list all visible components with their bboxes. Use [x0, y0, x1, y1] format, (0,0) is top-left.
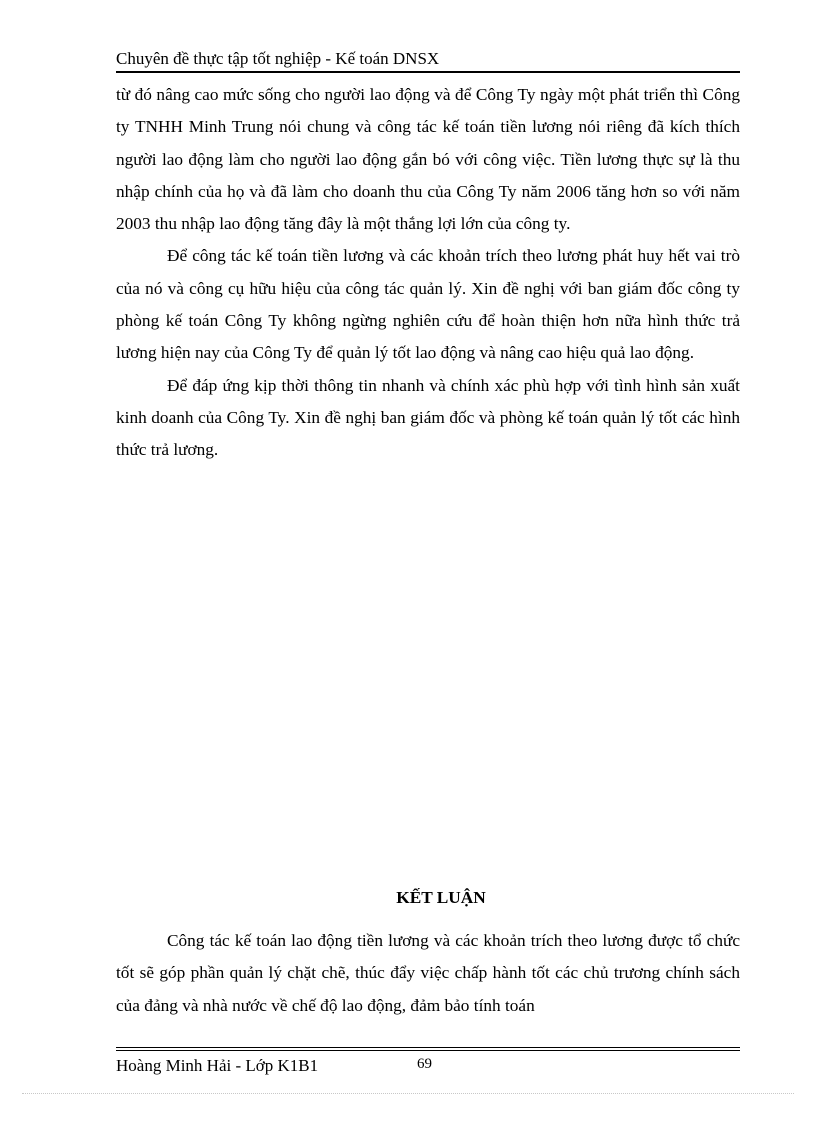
footer-author: Hoàng Minh Hải - Lớp K1B1 — [116, 1056, 319, 1075]
conclusion-paragraph: Công tác kế toán lao động tiền lương và các khoản trích theo lương được tổ chức tốt sẽ góp phần quản lý chặt chẽ, thúc đẩy việc chấp hành tốt các chủ trương chính sách của đảng và nhà nước về chế độ lao động, đảm bảo tính toán — [116, 931, 740, 1015]
body-text — [116, 79, 740, 467]
conclusion-heading: KẾT LUẬN — [396, 888, 486, 907]
page-number: 69 — [417, 1056, 432, 1072]
paragraph-continuation: từ đó nâng cao mức sống cho người lao động và để Công Ty ngày một phát triển thì Công ty TNHH Minh Trung nói chung và công tác kế toán tiền lương nói riêng đã kích thích người lao động làm cho người lao động gắn bó với công việc. Tiền lương thực sự là thu nhập chính của họ và đã làm cho doanh thu của Công Ty năm 2006 tăng hơn so với năm 2003 thu nhập lao động tăng đây là một thắng lợi lớn của công ty. — [116, 85, 740, 234]
page-edge-divider — [22, 1093, 794, 1094]
footer-divider-top — [116, 1047, 740, 1048]
header-divider — [116, 71, 740, 73]
page-header-title: Chuyên đề thực tập tốt nghiệp - Kế toán DNSX — [116, 49, 440, 68]
footer-divider-bottom — [116, 1050, 740, 1051]
conclusion-section — [116, 925, 740, 1022]
paragraph-recommendation-management: Để đáp ứng kịp thời thông tin nhanh và chính xác phù hợp với tình hình sản xuất kinh doanh của Công Ty. Xin đề nghị ban giám đốc và phòng kế toán quản lý tốt các hình thức trả lương. — [116, 375, 740, 460]
paragraph-recommendation-salary: Để công tác kế toán tiền lương và các khoản trích theo lương phát huy hết vai trò của nó và công cụ hữu hiệu của công tác quản lý. Xin đề nghị với ban giám đốc công ty phòng kế toán Công Ty không ngừng nghiên cứu để hoàn thiện hơn nữa hình thức trả lương hiện nay của Công Ty để quản lý tốt lao động và nâng cao hiệu quả lao động. — [116, 246, 740, 363]
